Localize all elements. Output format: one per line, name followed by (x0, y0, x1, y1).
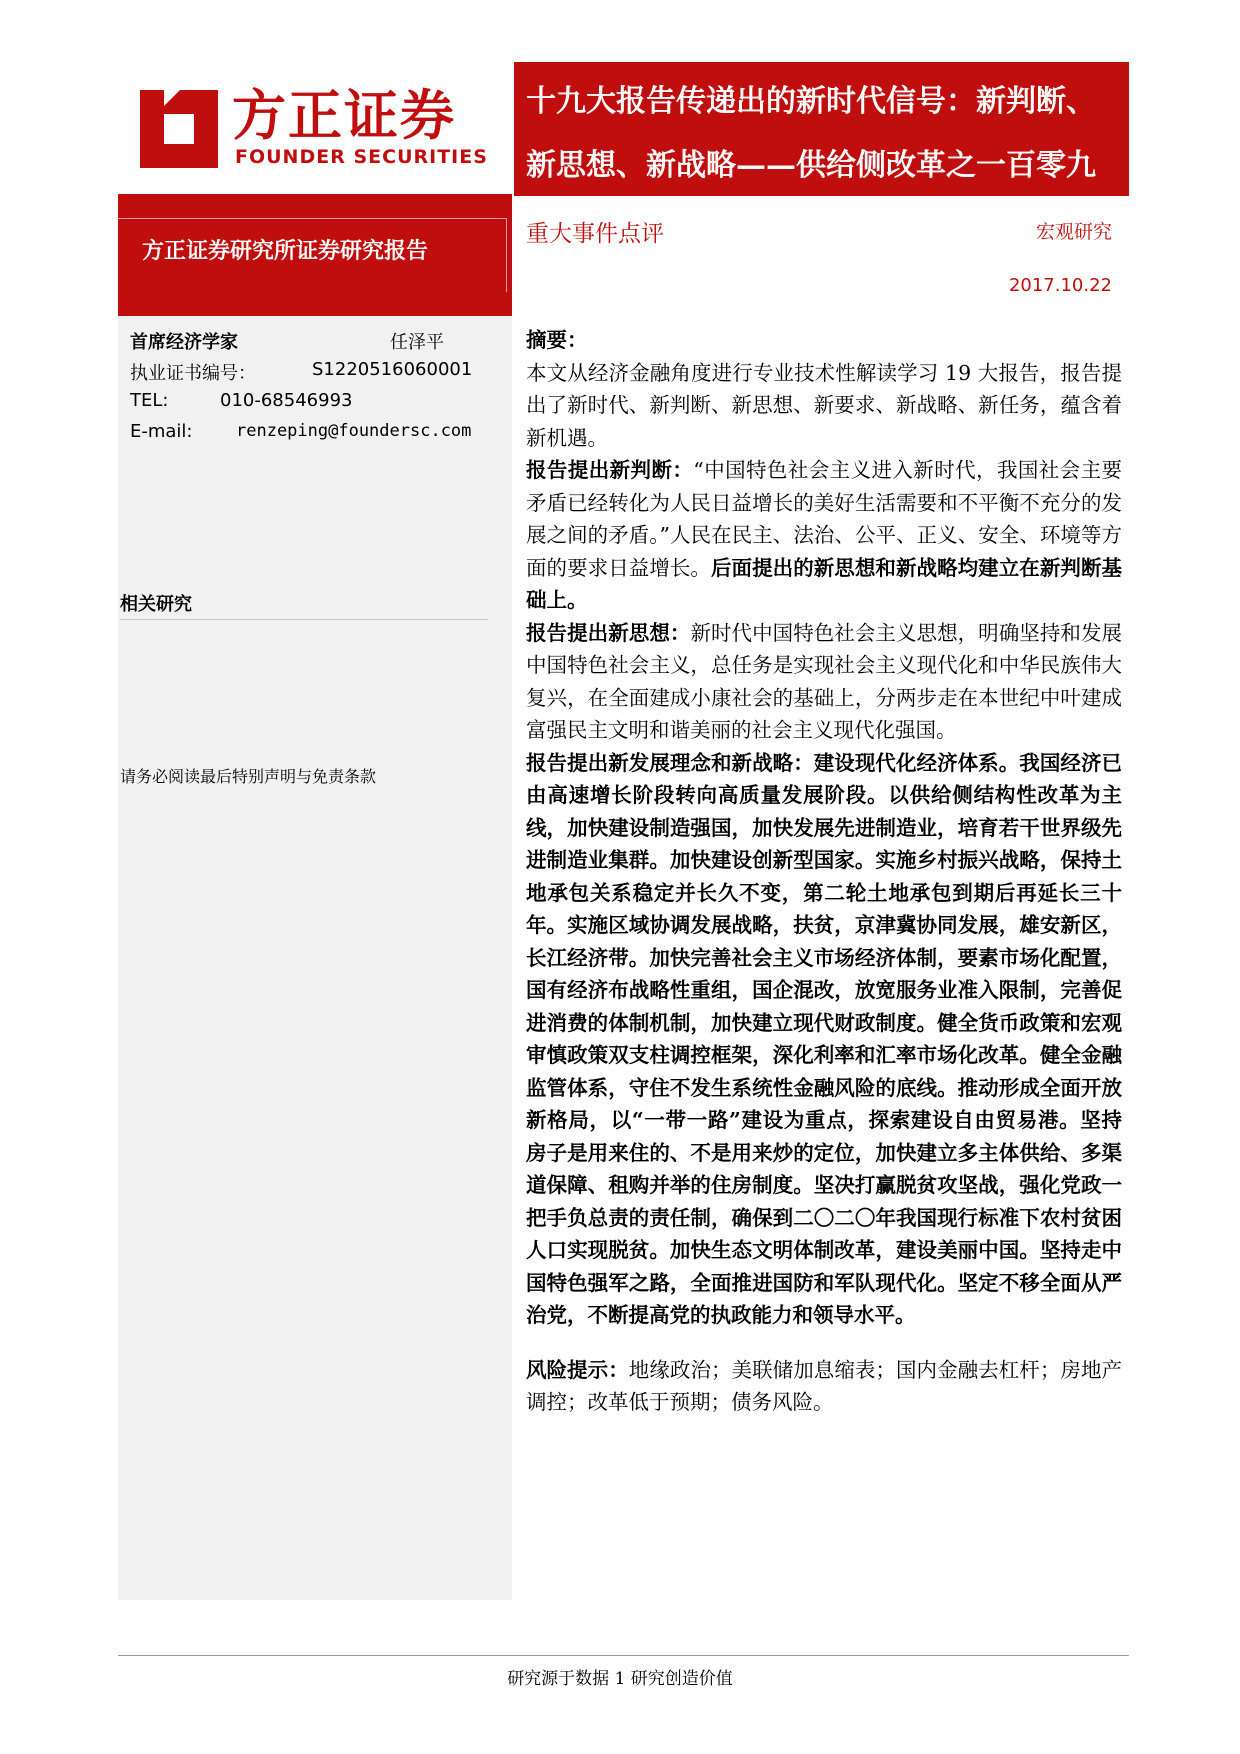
summary-thought (526, 617, 1122, 747)
report-title (514, 62, 1129, 194)
analyst-email-row (130, 421, 472, 442)
summary-strategy (526, 747, 1122, 1332)
footer-rule (118, 1655, 1129, 1656)
analyst-title-row (130, 328, 444, 354)
founder-square-logo-icon (140, 90, 218, 168)
sidebar-panel (118, 316, 512, 1600)
summary-risk (526, 1354, 1122, 1419)
institute-title: 方正证券研究所证券研究报告 (142, 238, 429, 264)
analyst-tel-label: TEL: (130, 390, 169, 411)
report-date: 2017.10.22 (1008, 275, 1112, 296)
analyst-cert-value: S1220516060001 (312, 359, 473, 380)
logo-text-cn: 方正证券 (232, 84, 456, 147)
logo-text-en: FOUNDER SECURITIES (235, 146, 488, 168)
risk-lead: 风险提示： (526, 1357, 629, 1382)
analyst-email-label: E-mail: (130, 421, 193, 442)
report-title-line-1: 十九大报告传递出的新时代信号：新判断、 (526, 84, 1096, 119)
strategy-lead: 报告提出新发展理念和新战略： (526, 750, 814, 775)
judgment-lead: 报告提出新判断： (526, 458, 694, 482)
analyst-cert-label: 执业证书编号： (130, 363, 256, 384)
analyst-email-link[interactable]: renzeping@foundersc.com (236, 421, 472, 441)
analyst-title-label: 首席经济学家 (130, 332, 238, 353)
report-type: 重大事件点评 (526, 221, 664, 247)
summary-section (526, 324, 1122, 1419)
analyst-cert-row (130, 359, 473, 385)
related-research-title: 相关研究 (120, 594, 192, 615)
thought-lead: 报告提出新思想： (526, 620, 691, 645)
analyst-name: 任泽平 (390, 332, 444, 353)
summary-judgment (526, 454, 1122, 617)
analyst-tel-value: 010-68546993 (220, 390, 353, 411)
judgment-body: “中国特色社会主义进入新时代，我国社会主要矛盾已经转化为人民日益增长的美好生活需要和不平衡不充分的发展之间的矛盾。”人民在民主、法治、公平、正义、安全、环境等方面的要求日益增长。 (526, 458, 1123, 580)
analyst-tel-row (130, 390, 353, 411)
institute-banner (118, 194, 512, 316)
report-category: 宏观研究 (1035, 221, 1112, 243)
strategy-body: 建设现代化经济体系。我国经济已由高速增长阶段转向高质量发展阶段。以供给侧结构性改革为主线，加快建设制造强国，加快发展先进制造业，培育若干世界级先进制造业集群。加快建设创新型国家。实施乡村振兴战略，保持土地承包关系稳定并长久不变，第二轮土地承包到期后再延长三十年。实施区域协调发展战略，扶贫，京津冀协同发展，雄安新区，长江经济带。加快完善社会主义市场经济体制，要素市场化配置，国有经济布战略性重组，国企混改，放宽服务业准入限制，完善促进消费的体制机制，加快建立现代财政制度。健全货币政策和宏观审慎政策双支柱调控框架，深化利率和汇率市场化改革。健全金融监管体系，守住不发生系统性金融风险的底线。推动形成全面开放新格局，以“一带一路”建设为重点，探索建设自由贸易港。坚持房子是用来住的、不是用来炒的定位，加快建立多主体供给、多渠道保障、租购并举的住房制度。坚决打赢脱贫攻坚战，强化党政一把手负总责的责任制，确保到二〇二〇年我国现行标准下农村贫困人口实现脱贫。加快生态文明体制改革，建设美丽中国。坚持走中国特色强军之路，全面推进国防和军队现代化。坚定不移全面从严治党，不断提高党的执政能力和领导水平。 (526, 750, 1122, 1327)
summary-heading: 摘要： (526, 328, 588, 352)
header-rule (514, 194, 1129, 196)
footer-slogan: 研究源于数据 1 研究创造价值 (507, 1669, 733, 1689)
related-research-rule (120, 619, 488, 620)
company-logo (140, 84, 488, 174)
banner-rule (118, 218, 506, 219)
report-title-line-2: 新思想、新战略——供给侧改革之一百零九 (526, 148, 1096, 183)
risk-body: 地缘政治；美联储加息缩表；国内金融去杠杆；房地产调控；改革低于预期；债务风险。 (526, 1357, 1123, 1414)
summary-intro: 本文从经济金融角度进行专业技术性解读学习 19 大报告，报告提出了新时代、新判断、新思想、新要求、新战略、新任务，蕴含着新机遇。 (526, 360, 1122, 450)
banner-rule-vertical (506, 218, 507, 292)
thought-body: 新时代中国特色社会主义思想，明确坚持和发展中国特色社会主义，总任务是实现社会主义现代化和中华民族伟大复兴，在全面建成小康社会的基础上，分两步走在本世纪中叶建成富强民主文明和谐美丽的社会主义现代化强国。 (526, 620, 1123, 742)
disclaimer-note: 请务必阅读最后特别声明与免责条款 (120, 767, 377, 786)
judgment-tail: 后面提出的新思想和新战略均建立在新判断基础上。 (526, 555, 1123, 612)
